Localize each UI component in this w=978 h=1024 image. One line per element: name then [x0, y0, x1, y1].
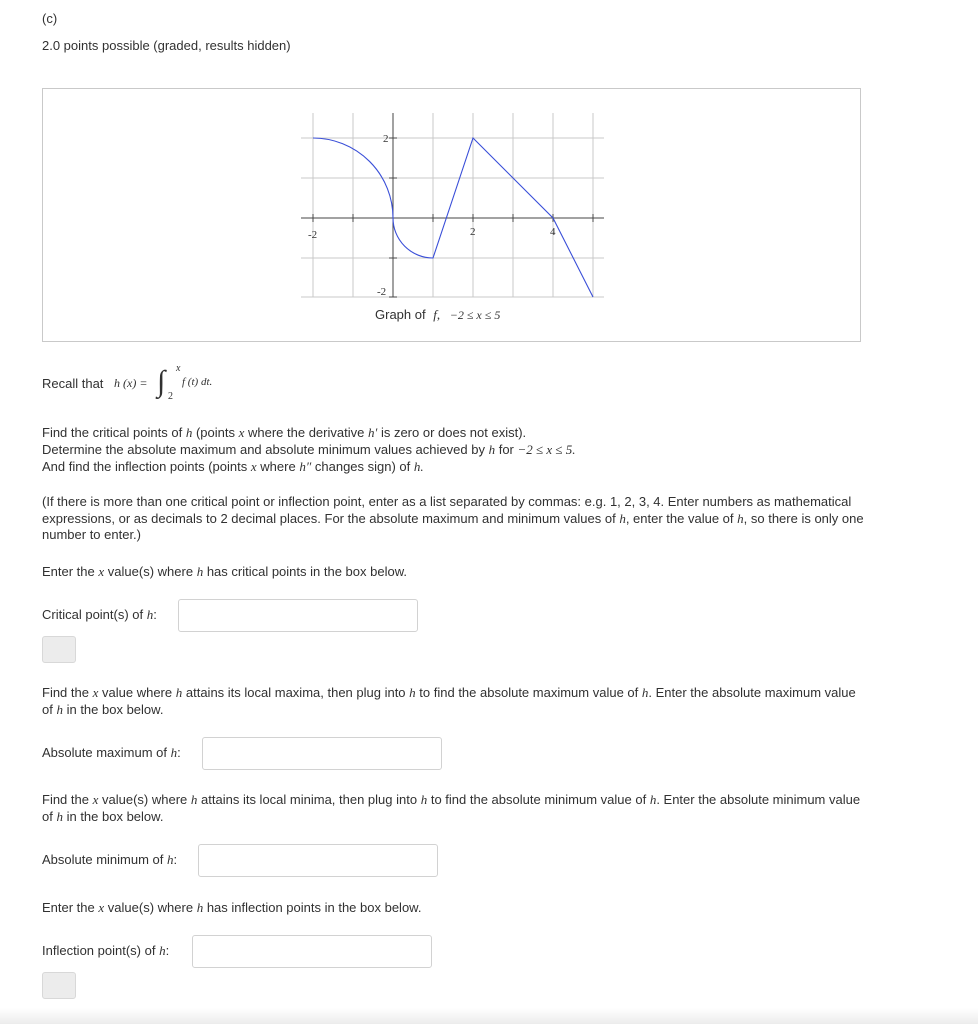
- x-tick-neg2-label: -2: [308, 229, 318, 241]
- critical-prompt: [42, 564, 407, 580]
- instruction-line-3: [42, 459, 424, 475]
- math-x: x: [250, 459, 257, 474]
- math-h: h: [641, 685, 649, 700]
- integral-upper-limit: x: [176, 363, 181, 374]
- text: Enter the: [42, 900, 95, 915]
- math-h-double-prime: h″: [299, 459, 312, 474]
- critical-points-input[interactable]: [178, 599, 418, 632]
- y-tick-neg2-label: -2: [377, 286, 387, 298]
- text: Enter the: [42, 564, 95, 579]
- caption-domain: −2 ≤ x ≤ 5: [449, 308, 501, 322]
- graph-axes: [301, 113, 604, 297]
- math-x: x: [92, 685, 99, 700]
- graph-panel: [42, 88, 861, 342]
- math-h: h: [190, 792, 198, 807]
- math-h: h: [420, 792, 428, 807]
- text: :: [165, 943, 170, 958]
- text: :: [153, 607, 157, 622]
- text: :: [173, 852, 178, 867]
- text: , so there is only one number to enter.): [42, 510, 864, 542]
- text: value where: [102, 685, 173, 700]
- text: value(s) where: [102, 792, 188, 807]
- math-h: h: [649, 792, 657, 807]
- text: for: [498, 442, 514, 457]
- text: Absolute minimum of: [42, 852, 164, 867]
- math-h: h.: [413, 459, 424, 474]
- text: Critical point(s) of: [42, 607, 144, 622]
- x-tick-2-label: 2: [470, 226, 476, 238]
- math-x: x: [98, 564, 105, 579]
- text: has inflection points in the box below.: [206, 900, 422, 915]
- text: :: [177, 745, 181, 760]
- absolute-maximum-input[interactable]: [202, 737, 442, 770]
- inflection-points-input[interactable]: [192, 935, 432, 968]
- graph-grid: [301, 113, 604, 297]
- instruction-line-2: [42, 442, 576, 458]
- math-x: x: [92, 792, 99, 807]
- points-possible: 2.0 points possible (graded, results hidden): [42, 38, 291, 53]
- text: to find the absolute minimum value of: [430, 792, 647, 807]
- integrand: f (t) dt.: [182, 376, 213, 388]
- text: attains its local minima, then plug into: [201, 792, 418, 807]
- integral-lower-limit: 2: [168, 391, 173, 402]
- text: where the derivative: [248, 425, 365, 440]
- text: Find the: [42, 685, 89, 700]
- recall-h-of-x: h (x) =: [114, 376, 148, 390]
- caption-text: Graph of: [375, 307, 426, 322]
- math-x: x: [98, 900, 105, 915]
- critical-points-check-button[interactable]: [42, 636, 76, 663]
- inflection-points-check-button[interactable]: [42, 972, 76, 999]
- math-h: h: [175, 685, 183, 700]
- recall-prefix: Recall that: [42, 376, 104, 391]
- text: Find the critical points of: [42, 425, 183, 440]
- math-h: h: [196, 564, 204, 579]
- text: And find the inflection points (points: [42, 459, 248, 474]
- text: to find the absolute maximum value of: [419, 685, 639, 700]
- math-h: h: [737, 510, 744, 526]
- text: where: [260, 459, 296, 474]
- graph-of-f: [43, 89, 862, 343]
- math-h: h: [488, 442, 496, 457]
- math-h: h: [56, 701, 63, 717]
- integral-sign: ∫: [157, 365, 166, 398]
- math-h: h: [170, 745, 178, 760]
- instruction-line-1: [42, 425, 526, 441]
- caption-comma: ,: [436, 307, 441, 322]
- y-tick-2-label: 2: [383, 133, 389, 145]
- math-h-prime: h′: [367, 425, 378, 440]
- caption-func: f: [433, 307, 437, 322]
- math-range: −2 ≤ x ≤ 5.: [517, 442, 576, 457]
- text: . Enter the absolute maximum value of: [42, 685, 856, 717]
- entry-format-note: [42, 494, 867, 544]
- absolute-minimum-input[interactable]: [198, 844, 438, 877]
- text: Inflection point(s) of: [42, 943, 156, 958]
- recall-definition: [42, 362, 342, 410]
- text: , enter the value of: [625, 510, 734, 526]
- maximum-prompt: [42, 685, 867, 718]
- text: has critical points in the box below.: [206, 564, 407, 579]
- math-h: h: [185, 425, 193, 440]
- math-x: x: [238, 425, 245, 440]
- absolute-minimum-label: [42, 852, 177, 868]
- text: attains its local maxima, then plug into: [185, 685, 406, 700]
- math-h: h: [167, 852, 174, 867]
- x-tick-4-label: 4: [550, 226, 556, 238]
- absolute-maximum-label: [42, 745, 181, 761]
- math-h: h: [159, 943, 166, 958]
- text: value(s) where: [107, 900, 194, 915]
- math-h: h: [619, 510, 626, 526]
- text: Find the: [42, 792, 89, 807]
- text: (If there is more than one critical point or inflection point, enter as a list separated by commas: e.g. 1, 2, 3, 4. Enter numbers as mathematical expressions, or as decimals to 2 decimal places. For the absolute maximum and minimum values of: [42, 494, 852, 526]
- text: in the box below.: [66, 701, 164, 717]
- text: Determine the absolute maximum and absolute minimum values achieved by: [42, 442, 485, 457]
- critical-points-label: [42, 607, 157, 623]
- math-h: h: [146, 607, 154, 622]
- graph-caption: [375, 307, 500, 323]
- text: is zero or does not exist).: [380, 425, 527, 440]
- part-label: (c): [42, 11, 58, 26]
- text: in the box below.: [66, 808, 164, 824]
- text: Absolute maximum of: [42, 745, 167, 760]
- inflection-points-label: [42, 943, 169, 959]
- page-bottom-edge: [0, 1008, 978, 1024]
- text: changes sign) of: [314, 459, 411, 474]
- text: (points: [195, 425, 235, 440]
- minimum-prompt: [42, 792, 867, 825]
- text: . Enter the absolute minimum value of: [42, 792, 861, 824]
- inflection-prompt: [42, 900, 421, 916]
- math-h: h: [196, 900, 204, 915]
- math-h: h: [56, 808, 63, 824]
- math-h: h: [409, 685, 416, 700]
- text: value(s) where: [107, 564, 194, 579]
